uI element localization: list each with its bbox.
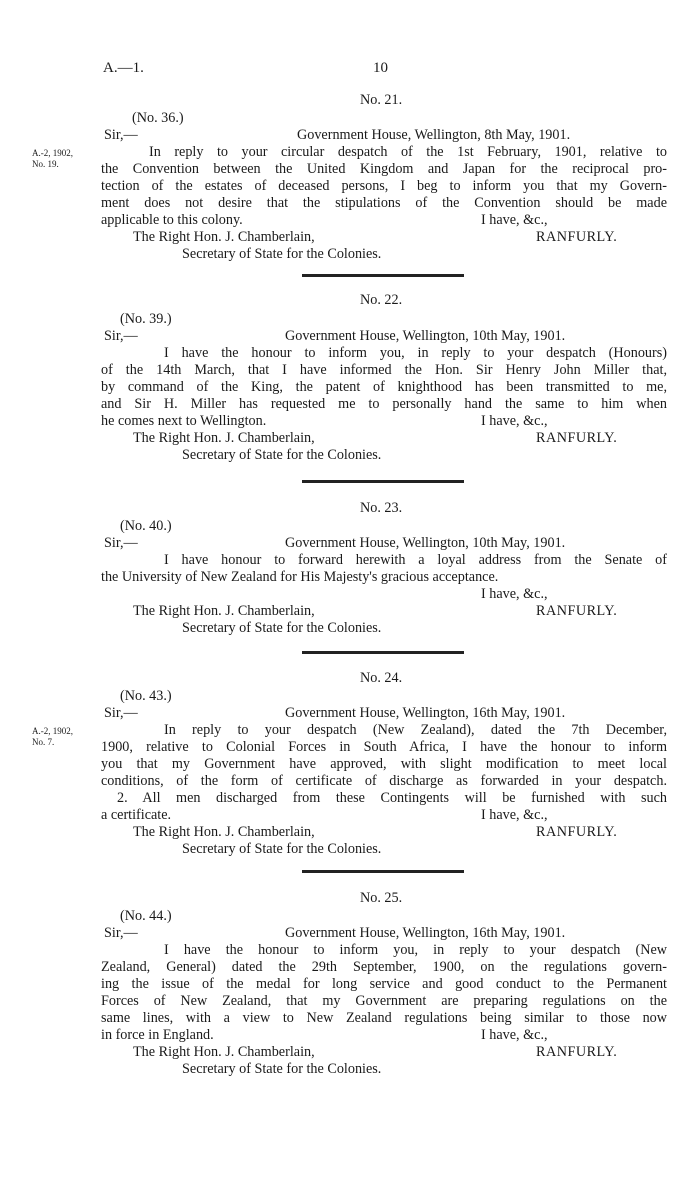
place-date: Government House, Wellington, 16th May, 1901. <box>285 705 566 721</box>
addressee-title: Secretary of State for the Colonies. <box>182 246 382 262</box>
letter-number: No. 22. <box>360 292 403 308</box>
closing: I have, &c., <box>481 1027 548 1043</box>
section-divider <box>302 651 464 654</box>
place-date: Government House, Wellington, 16th May, 1901. <box>285 925 566 941</box>
signature: RANFURLY. <box>536 824 618 840</box>
body-line: you that my Government have approved, with slight modification to meet local <box>101 756 667 772</box>
addressee-title: Secretary of State for the Colonies. <box>182 841 382 857</box>
running-head: A.—1. <box>103 60 144 76</box>
body-line: 1900, relative to Colonial Forces in South Africa, I have the honour to inform <box>101 739 667 755</box>
body-line: I have honour to forward herewith a loyal address from the Senate of <box>164 552 667 568</box>
salutation: Sir,— <box>104 328 138 344</box>
salutation: Sir,— <box>104 127 138 143</box>
signature: RANFURLY. <box>536 1044 618 1060</box>
signature: RANFURLY. <box>536 603 618 619</box>
closing: I have, &c., <box>481 807 548 823</box>
signature: RANFURLY. <box>536 229 618 245</box>
body-line: in force in England. <box>101 1027 214 1043</box>
margin-note: A.-2, 1902, <box>32 148 73 158</box>
body-line: he comes next to Wellington. <box>101 413 267 429</box>
section-divider <box>302 480 464 483</box>
body-line: and Sir H. Miller has requested me to personally hand the same to him when <box>101 396 667 412</box>
addressee: The Right Hon. J. Chamberlain, <box>133 229 315 245</box>
letter-reference: (No. 36.) <box>132 110 184 126</box>
body-line: conditions, of the form of certificate of discharge as forwarded in your despatch. <box>101 773 667 789</box>
letter-reference: (No. 43.) <box>120 688 172 704</box>
addressee: The Right Hon. J. Chamberlain, <box>133 430 315 446</box>
margin-note: No. 19. <box>32 159 59 169</box>
addressee-title: Secretary of State for the Colonies. <box>182 620 382 636</box>
body-line: tection of the estates of deceased persons, I beg to inform you that my Govern- <box>101 178 667 194</box>
body-line: Forces of New Zealand, that my Government are preparing regulations on the <box>101 993 667 1009</box>
place-date: Government House, Wellington, 10th May, 1901. <box>285 535 566 551</box>
body-line: ment does not desire that the stipulations of the Convention should be made <box>101 195 667 211</box>
addressee: The Right Hon. J. Chamberlain, <box>133 603 315 619</box>
salutation: Sir,— <box>104 535 138 551</box>
salutation: Sir,— <box>104 705 138 721</box>
addressee: The Right Hon. J. Chamberlain, <box>133 824 315 840</box>
section-divider <box>302 870 464 873</box>
page-number: 10 <box>373 60 388 76</box>
body-line: I have the honour to inform you, in reply to your despatch (New <box>164 942 667 958</box>
addressee: The Right Hon. J. Chamberlain, <box>133 1044 315 1060</box>
addressee-title: Secretary of State for the Colonies. <box>182 1061 382 1077</box>
body-line: ing the issue of the medal for long service and good conduct to the Permanent <box>101 976 667 992</box>
body-line: applicable to this colony. <box>101 212 243 228</box>
body-line: Zealand, General) dated the 29th September, 1900, on the regulations govern- <box>101 959 667 975</box>
body-line: the Convention between the United Kingdom and Japan for the reciprocal pro- <box>101 161 667 177</box>
letter-reference: (No. 44.) <box>120 908 172 924</box>
addressee-title: Secretary of State for the Colonies. <box>182 447 382 463</box>
letter-number: No. 23. <box>360 500 403 516</box>
place-date: Government House, Wellington, 8th May, 1901. <box>297 127 571 143</box>
body-line: the University of New Zealand for His Majesty's gracious acceptance. <box>101 569 499 585</box>
section-divider <box>302 274 464 277</box>
margin-note: No. 7. <box>32 737 55 747</box>
body-line: 2. All men discharged from these Contingents will be furnished with such <box>117 790 667 806</box>
body-line: same lines, with a view to New Zealand regulations being similar to those now <box>101 1010 667 1026</box>
letter-number: No. 25. <box>360 890 403 906</box>
body-line: by command of the King, the patent of knighthood has been transmitted to me, <box>101 379 667 395</box>
place-date: Government House, Wellington, 10th May, 1901. <box>285 328 566 344</box>
body-line: In reply to your despatch (New Zealand), dated the 7th December, <box>164 722 667 738</box>
body-line: of the 14th March, that I have informed the Hon. Sir Henry John Miller that, <box>101 362 667 378</box>
closing: I have, &c., <box>481 586 548 602</box>
body-line: In reply to your circular despatch of the 1st February, 1901, relative to <box>149 144 667 160</box>
margin-note: A.-2, 1902, <box>32 726 73 736</box>
body-line: I have the honour to inform you, in reply to your despatch (Honours) <box>164 345 667 361</box>
letter-reference: (No. 40.) <box>120 518 172 534</box>
letter-number: No. 21. <box>360 92 403 108</box>
closing: I have, &c., <box>481 413 548 429</box>
letter-number: No. 24. <box>360 670 403 686</box>
salutation: Sir,— <box>104 925 138 941</box>
body-line: a certificate. <box>101 807 172 823</box>
closing: I have, &c., <box>481 212 548 228</box>
letter-reference: (No. 39.) <box>120 311 172 327</box>
signature: RANFURLY. <box>536 430 618 446</box>
